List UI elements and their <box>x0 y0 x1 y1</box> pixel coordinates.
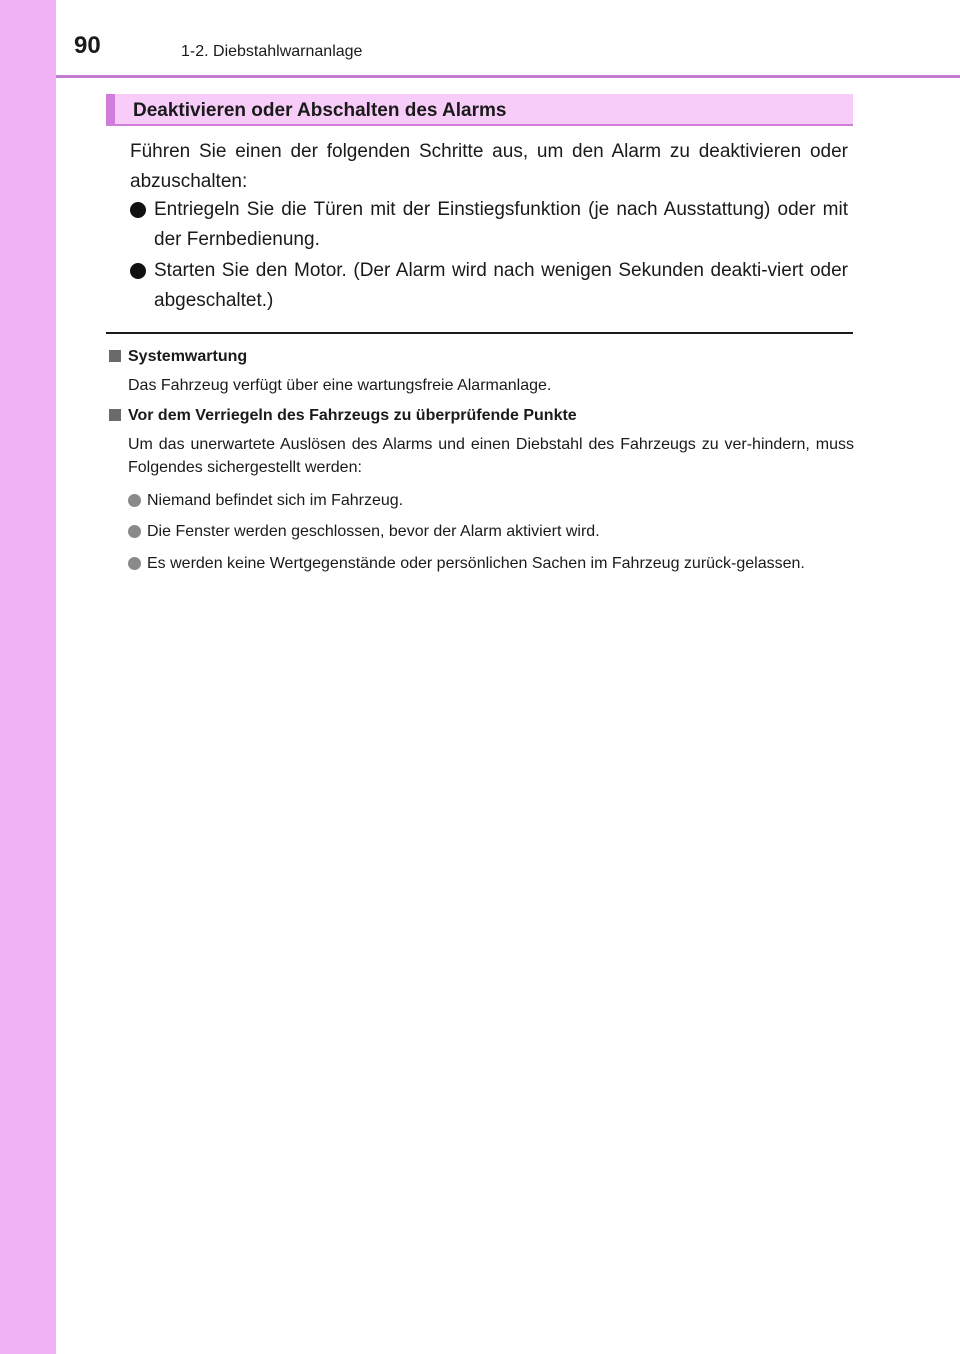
note-heading <box>109 405 577 427</box>
bullet-icon <box>128 525 141 538</box>
page-number: 90 <box>74 32 101 59</box>
note-text: Das Fahrzeug verfügt über eine wartungsfreie Alarmanlage. <box>128 377 552 394</box>
square-bullet-icon <box>109 350 121 362</box>
list-item-text: Niemand befindet sich im Fahrzeug. <box>147 492 404 509</box>
section-heading-bar <box>106 94 853 126</box>
list-item <box>130 195 848 255</box>
list-item <box>128 489 854 512</box>
list-item <box>128 552 854 575</box>
note-text: Um das unerwartete Auslösen des Alarms und einen Diebstahl des Fahrzeugs zu ver-hindern, muss Folgendes sichergestellt werden: <box>128 436 854 476</box>
list-item-text: Es werden keine Wertgegenstände oder persönlichen Sachen im Fahrzeug zurück-gelassen. <box>147 555 805 572</box>
list-item-text: Die Fenster werden geschlossen, bevor der Alarm aktiviert wird. <box>147 523 600 540</box>
bullet-icon <box>130 263 146 279</box>
note-heading-text: Vor dem Verriegeln des Fahrzeugs zu überprüfende Punkte <box>128 407 577 424</box>
side-color-strip <box>0 0 56 1354</box>
bullet-icon <box>128 494 141 507</box>
square-bullet-icon <box>109 409 121 421</box>
bullet-icon <box>130 202 146 218</box>
list-item-text: Starten Sie den Motor. (Der Alarm wird nach wenigen Sekunden deakti-viert oder abgeschaltet.) <box>154 260 848 311</box>
list-item-text: Entriegeln Sie die Türen mit der Einstiegsfunktion (je nach Ausstattung) oder mit der Fernbedienung. <box>154 199 848 250</box>
section-divider <box>106 332 853 334</box>
list-item <box>130 256 848 316</box>
note-heading <box>109 346 247 368</box>
list-item <box>128 520 854 543</box>
bullet-icon <box>128 557 141 570</box>
header-rule <box>56 75 960 78</box>
section-title: Deaktivieren oder Abschalten des Alarms <box>133 100 507 121</box>
note-heading-text: Systemwartung <box>128 348 248 365</box>
section-intro: Führen Sie einen der folgenden Schritte aus, um den Alarm zu deaktivieren oder abzuschalten: <box>130 141 848 192</box>
chapter-title: 1-2. Diebstahlwarnanlage <box>181 43 363 60</box>
